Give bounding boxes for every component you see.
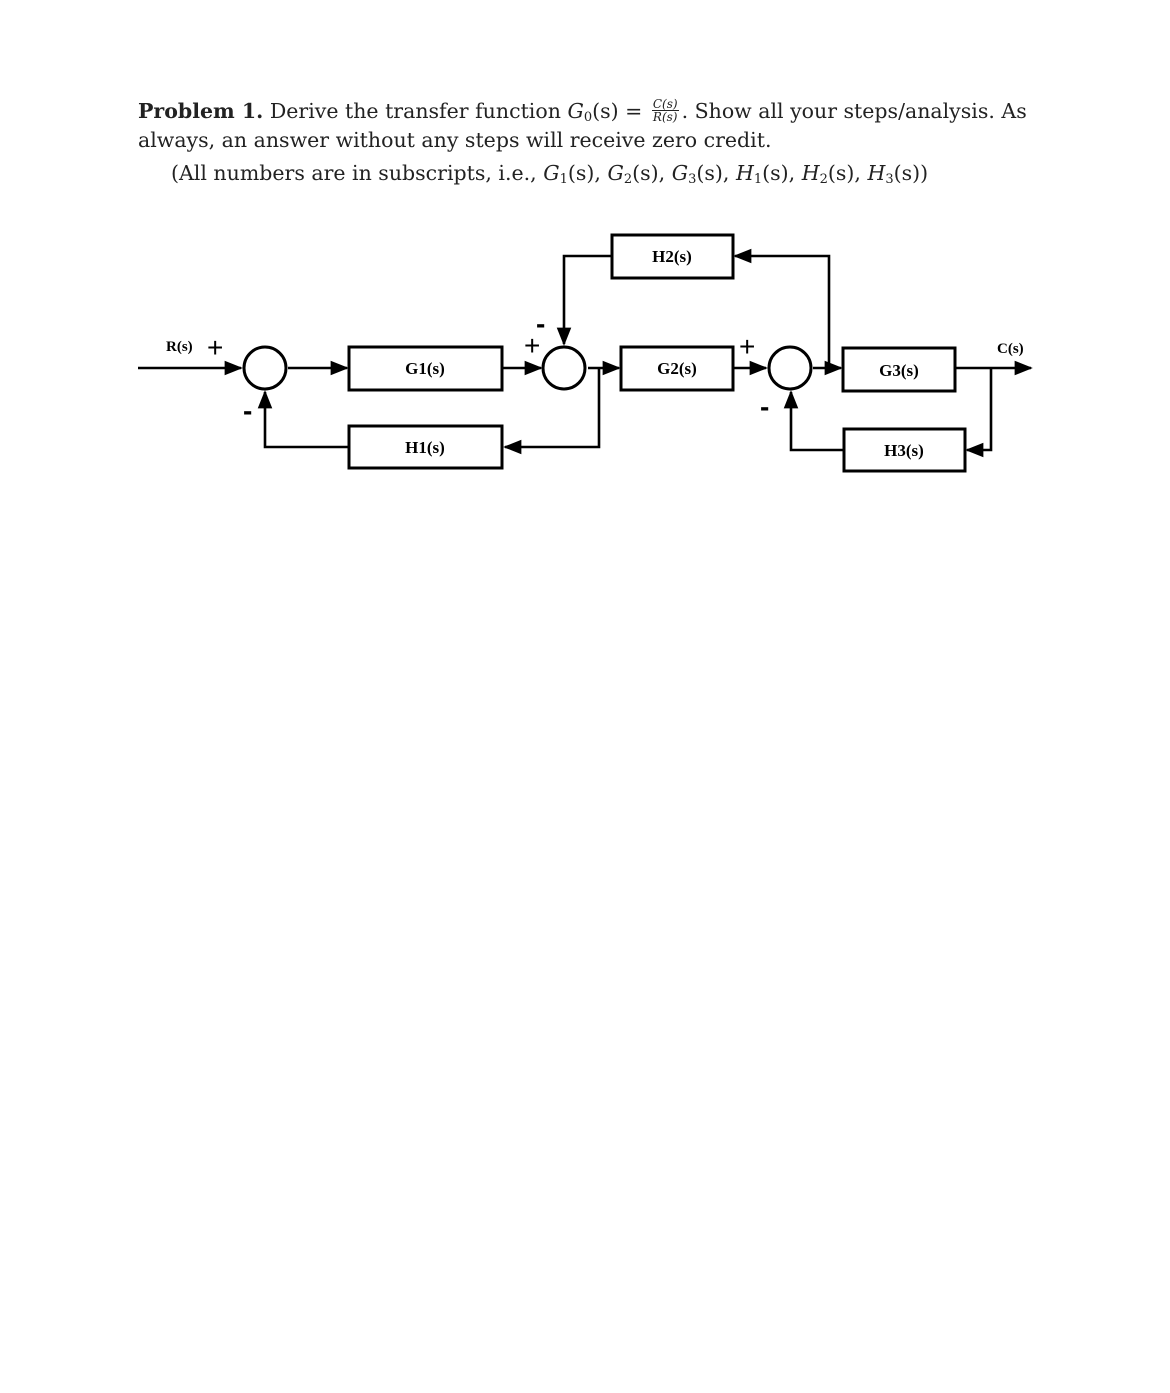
sum2-minus-sign: -	[536, 308, 546, 339]
h1-feedback-line	[265, 392, 349, 447]
sum1-plus-sign: +	[207, 332, 224, 363]
block-g3-label: G3(s)	[879, 361, 919, 380]
fraction-numerator: C(s)	[652, 97, 678, 111]
summing-junction-3	[769, 347, 811, 389]
input-label: R(s)	[166, 339, 193, 355]
note-item: $G_3(s)$,	[671, 161, 730, 187]
h2-feedback-line	[564, 256, 611, 344]
problem-text-post: . Show all your steps/analysis. As	[681, 99, 1027, 123]
fraction-denominator: R(s)	[652, 110, 678, 124]
block-h3-label: H3(s)	[884, 441, 924, 460]
problem-label: Problem 1.	[138, 99, 264, 123]
h3-feedback-line	[791, 392, 843, 450]
output-label: C(s)	[997, 341, 1024, 357]
transfer-function-subscript: 0	[583, 110, 593, 125]
note-item: $G_1(s)$,	[543, 161, 601, 187]
sum3-minus-sign: -	[760, 391, 770, 422]
h3-pickoff-line	[967, 368, 991, 450]
block-h2-label: H2(s)	[652, 247, 692, 266]
problem-text-pre: Derive the transfer function	[269, 99, 561, 123]
sum1-minus-sign: -	[243, 395, 253, 426]
note-item: $H_2(s)$,	[801, 161, 861, 187]
note-open: (All numbers are in subscripts, i.e.,	[171, 161, 537, 185]
problem-line-2: always, an answer without any steps will receive zero credit.	[138, 128, 772, 152]
transfer-function-name: G	[567, 99, 584, 123]
note-item: $H_3(s)$)	[867, 161, 929, 187]
sum2-plus-sign: +	[524, 330, 541, 361]
block-g2-label: G2(s)	[657, 359, 697, 378]
sum3-plus-sign: +	[739, 331, 756, 362]
block-h1-label: H1(s)	[405, 438, 445, 457]
block-diagram	[0, 0, 1170, 520]
note-item: $H_1(s)$,	[735, 161, 796, 187]
block-g1-label: G1(s)	[405, 359, 445, 378]
summing-junction-2	[543, 347, 585, 389]
transfer-function-arg: (s) =	[592, 99, 643, 123]
summing-junction-1	[244, 347, 286, 389]
note-item: $G_2(s)$,	[607, 161, 666, 187]
